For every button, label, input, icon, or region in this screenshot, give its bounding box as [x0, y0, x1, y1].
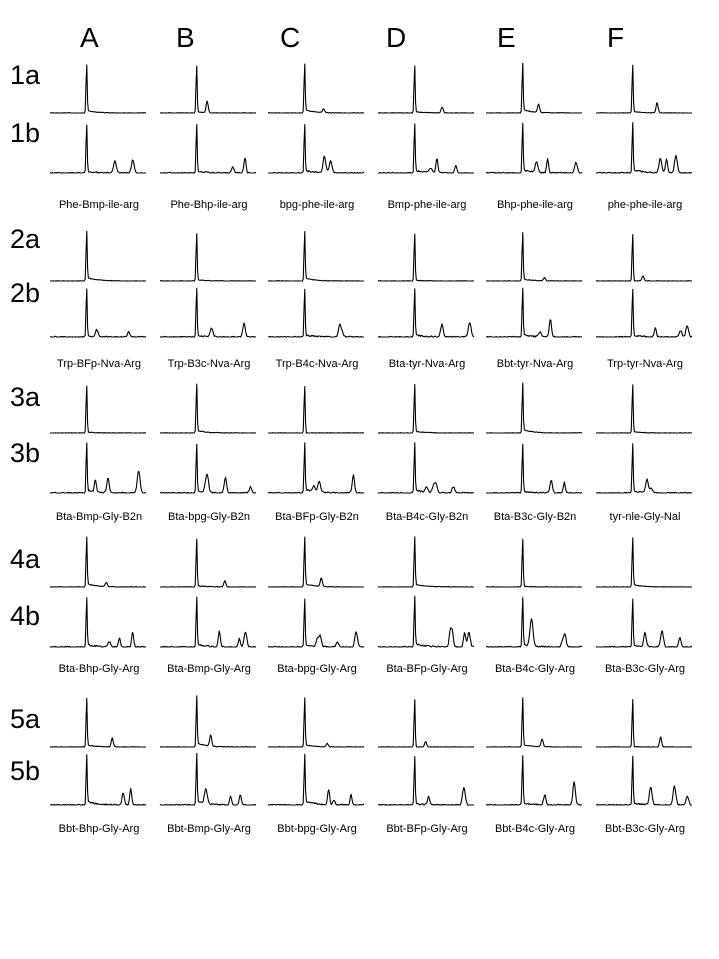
chromatogram-trace-4b-b	[160, 594, 256, 650]
chromatogram-trace-3b-d	[378, 440, 474, 496]
chromatogram-trace-1a-f	[596, 60, 692, 116]
chromatogram-trace-5a-d	[378, 694, 474, 750]
compound-label: phe-phe-ile-arg	[607, 199, 683, 211]
trace-line	[160, 288, 256, 337]
chromatogram-trace-5b-f	[596, 752, 692, 808]
trace-line	[486, 63, 582, 113]
chromatogram-trace-3a-b	[160, 380, 256, 436]
column-heading-b: B	[176, 22, 195, 53]
trace-line	[486, 756, 582, 805]
chromatogram-trace-1a-d	[378, 60, 474, 116]
trace-line	[50, 65, 146, 113]
trace-line	[486, 698, 582, 747]
chromatogram-trace-1a-e	[486, 60, 582, 116]
chromatogram-trace-1a-b	[160, 60, 256, 116]
compound-label: Trp-B3c-Nva-Arg	[167, 358, 251, 370]
compound-label: Bmp-phe-ile-arg	[387, 199, 467, 211]
trace-line	[378, 443, 474, 493]
chromatogram-trace-1b-c	[268, 120, 364, 176]
chromatogram-trace-3a-e	[486, 380, 582, 436]
chromatogram-trace-3a-a	[50, 380, 146, 436]
trace-line	[268, 289, 364, 337]
trace-line	[378, 234, 474, 281]
chromatogram-trace-3b-f	[596, 440, 692, 496]
chromatogram-trace-3b-c	[268, 440, 364, 496]
row-label-1a: 1a	[10, 60, 41, 90]
trace-line	[486, 383, 582, 433]
trace-line	[160, 125, 256, 173]
chromatogram-trace-2a-c	[268, 228, 364, 284]
chromatogram-trace-1b-a	[50, 120, 146, 176]
trace-line	[596, 289, 692, 337]
chromatogram-trace-3b-b	[160, 440, 256, 496]
trace-line	[160, 753, 256, 805]
trace-line	[378, 124, 474, 173]
compound-label: Trp-B4c-Nva-Arg	[275, 358, 359, 370]
trace-line	[50, 125, 146, 173]
trace-line	[596, 123, 692, 173]
compound-label: bpg-phe-ile-arg	[279, 199, 355, 211]
chromatogram-trace-4b-d	[378, 594, 474, 650]
trace-line	[596, 385, 692, 433]
trace-line	[378, 757, 474, 806]
trace-line	[486, 123, 582, 173]
chromatogram-trace-5a-f	[596, 694, 692, 750]
trace-line	[378, 596, 474, 647]
trace-line	[486, 598, 582, 648]
compound-label: Bta-B3c-Gly-B2n	[493, 511, 577, 523]
trace-line	[50, 386, 146, 433]
row-label-1b: 1b	[10, 118, 41, 148]
compound-label: Bta-Bhp-Gly-Arg	[58, 663, 140, 675]
chromatogram-trace-5a-a	[50, 694, 146, 750]
trace-line	[160, 696, 256, 747]
chromatogram-trace-4a-a	[50, 534, 146, 590]
chromatogram-trace-1a-a	[50, 60, 146, 116]
compound-label: Bta-bpg-Gly-Arg	[277, 663, 357, 675]
chromatogram-trace-4a-b	[160, 534, 256, 590]
compound-label: Bbt-BFp-Gly-Arg	[386, 823, 468, 835]
trace-line	[160, 597, 256, 647]
trace-line	[268, 232, 364, 281]
compound-label: Trp-BFp-Nva-Arg	[57, 358, 141, 370]
chromatogram-trace-2b-d	[378, 284, 474, 340]
trace-line	[50, 289, 146, 337]
column-heading-a: A	[80, 22, 99, 53]
compound-label: Bta-B4c-Gly-B2n	[385, 511, 469, 523]
compound-label: Bbt-Bhp-Gly-Arg	[58, 823, 140, 835]
trace-line	[486, 288, 582, 337]
chromatogram-trace-4b-f	[596, 594, 692, 650]
trace-line	[268, 698, 364, 747]
trace-line	[50, 755, 146, 805]
row-label-4a: 4a	[10, 544, 41, 574]
chromatogram-trace-1b-e	[486, 120, 582, 176]
chromatogram-trace-2b-b	[160, 284, 256, 340]
chromatogram-trace-3a-d	[378, 380, 474, 436]
trace-line	[50, 598, 146, 647]
chromatogram-trace-5b-e	[486, 752, 582, 808]
chromatogram-trace-1b-d	[378, 120, 474, 176]
compound-label: Bbt-bpg-Gly-Arg	[277, 823, 357, 835]
chromatogram-trace-2b-e	[486, 284, 582, 340]
trace-line	[268, 537, 364, 587]
trace-line	[160, 234, 256, 281]
chromatogram-trace-1b-f	[596, 120, 692, 176]
compound-label: Bbt-Bmp-Gly-Arg	[167, 823, 251, 835]
trace-line	[596, 538, 692, 587]
trace-line	[268, 599, 364, 647]
column-heading-c: C	[280, 22, 301, 53]
compound-label: Bbt-tyr-Nva-Arg	[496, 358, 574, 370]
trace-line	[486, 233, 582, 281]
compound-label: Bta-bpg-Gly-B2n	[168, 511, 250, 523]
trace-line	[378, 66, 474, 113]
row-label-2b: 2b	[10, 278, 41, 308]
chromatogram-trace-2a-b	[160, 228, 256, 284]
trace-line	[160, 539, 256, 587]
trace-line	[268, 64, 364, 113]
trace-line	[268, 125, 364, 173]
chromatogram-trace-5a-b	[160, 694, 256, 750]
chromatogram-trace-2a-e	[486, 228, 582, 284]
column-heading-f: F	[607, 22, 625, 53]
trace-line	[378, 700, 474, 747]
compound-label: Bta-BFp-Gly-B2n	[275, 511, 359, 523]
chromatogram-trace-2b-a	[50, 284, 146, 340]
compound-label: Bta-B4c-Gly-Arg	[494, 663, 576, 675]
row-label-3a: 3a	[10, 382, 41, 412]
compound-label: Bhp-phe-ile-arg	[497, 199, 573, 211]
row-label-4b: 4b	[10, 601, 41, 631]
trace-line	[50, 231, 146, 281]
trace-line	[268, 754, 364, 805]
row-label-2a: 2a	[10, 224, 41, 254]
trace-line	[268, 443, 364, 493]
trace-line	[160, 444, 256, 493]
compound-label: Bta-BFp-Gly-Arg	[386, 663, 468, 675]
chromatogram-trace-3b-a	[50, 440, 146, 496]
chromatogram-trace-5b-c	[268, 752, 364, 808]
compound-label: Bta-B3c-Gly-Arg	[604, 663, 686, 675]
column-heading-d: D	[386, 22, 407, 53]
trace-line	[596, 756, 692, 805]
chromatogram-trace-4b-a	[50, 594, 146, 650]
trace-line	[50, 443, 146, 493]
compound-label: Bbt-B4c-Gly-Arg	[494, 823, 576, 835]
chromatogram-trace-4a-e	[486, 534, 582, 590]
compound-label: Bbt-B3c-Gly-Arg	[604, 823, 686, 835]
chromatogram-trace-2a-d	[378, 228, 474, 284]
row-label-5a: 5a	[10, 704, 41, 734]
chromatogram-trace-5b-b	[160, 752, 256, 808]
trace-line	[596, 599, 692, 647]
trace-line	[378, 537, 474, 587]
chromatogram-trace-2b-c	[268, 284, 364, 340]
trace-line	[160, 384, 256, 433]
column-heading-e: E	[497, 22, 516, 53]
chromatogram-trace-2a-a	[50, 228, 146, 284]
trace-line	[50, 537, 146, 587]
chromatogram-trace-3a-c	[268, 380, 364, 436]
trace-line	[596, 444, 692, 493]
compound-label: Trp-tyr-Nva-Arg	[607, 358, 683, 370]
row-label-3b: 3b	[10, 438, 41, 468]
compound-label: Phe-Bhp-ile-arg	[170, 199, 248, 211]
trace-line	[378, 289, 474, 337]
trace-line	[378, 384, 474, 433]
trace-line	[596, 700, 692, 747]
chromatogram-trace-5a-c	[268, 694, 364, 750]
chromatogram-trace-4b-e	[486, 594, 582, 650]
compound-label: Bta-Bmp-Gly-Arg	[167, 663, 251, 675]
compound-label: Bta-Bmp-Gly-B2n	[55, 511, 143, 523]
chromatogram-trace-4b-c	[268, 594, 364, 650]
chromatogram-trace-3b-e	[486, 440, 582, 496]
compound-label: Bta-tyr-Nva-Arg	[388, 358, 466, 370]
chromatogram-trace-4a-f	[596, 534, 692, 590]
trace-line	[486, 539, 582, 587]
chromatogram-trace-5a-e	[486, 694, 582, 750]
compound-label: tyr-nle-Gly-Nal	[609, 511, 681, 523]
chromatogram-trace-4a-c	[268, 534, 364, 590]
trace-line	[596, 235, 692, 281]
row-label-5b: 5b	[10, 756, 41, 786]
compound-label: Phe-Bmp-ile-arg	[58, 199, 140, 211]
chromatogram-trace-5b-d	[378, 752, 474, 808]
chromatogram-trace-5b-a	[50, 752, 146, 808]
chromatogram-trace-4a-d	[378, 534, 474, 590]
trace-line	[160, 66, 256, 113]
chromatogram-trace-1b-b	[160, 120, 256, 176]
trace-line	[596, 65, 692, 113]
chromatogram-trace-1a-c	[268, 60, 364, 116]
chromatogram-trace-2b-f	[596, 284, 692, 340]
trace-line	[50, 698, 146, 747]
chromatogram-trace-2a-f	[596, 228, 692, 284]
trace-line	[268, 387, 364, 434]
trace-line	[486, 444, 582, 493]
chromatogram-trace-3a-f	[596, 380, 692, 436]
